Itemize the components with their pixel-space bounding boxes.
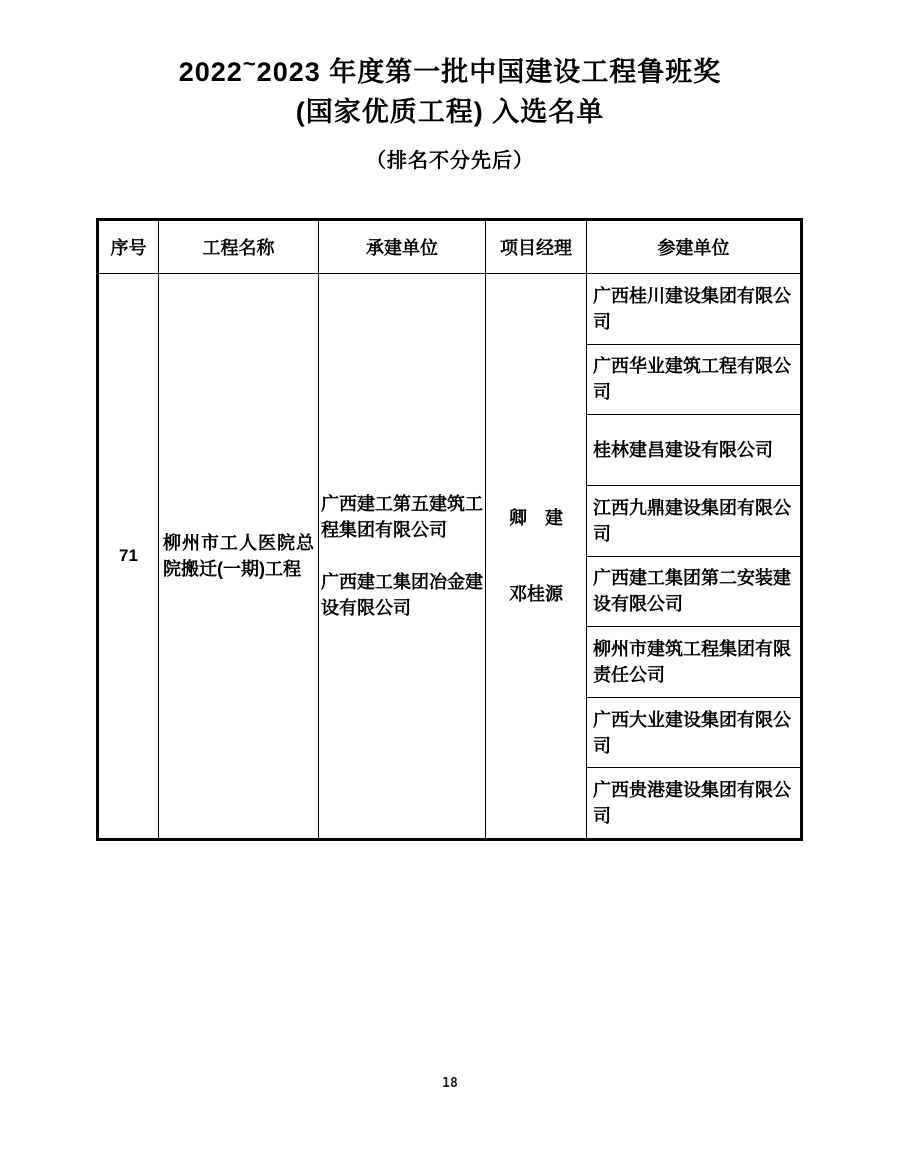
contractor-1: 广西建工第五建筑工程集团有限公司 <box>321 494 483 540</box>
participating-unit-cell <box>587 274 800 345</box>
participating-unit-4: 江西九鼎建设集团有限公司 <box>593 497 791 544</box>
project-name: 柳州市工人医院总院搬迁(一期)工程 <box>163 533 314 579</box>
participating-unit-1: 广西桂川建设集团有限公司 <box>593 285 791 332</box>
header-participating-units: 参建单位 <box>657 238 730 258</box>
header-project-name: 工程名称 <box>159 221 319 273</box>
participating-unit-8: 广西贵港建设集团有限公司 <box>593 780 791 827</box>
participating-unit-3: 桂林建昌建设有限公司 <box>593 440 773 461</box>
table-row <box>99 274 800 838</box>
participating-unit-7: 广西大业建设集团有限公司 <box>593 709 791 756</box>
page-title-line1 <box>0 52 900 92</box>
project-manager-2: 邓桂源 <box>509 584 563 604</box>
project-name-cell <box>159 274 319 838</box>
award-table <box>96 218 803 841</box>
participating-unit-cell <box>587 698 800 769</box>
participating-unit-cell <box>587 345 800 416</box>
participating-unit-cell <box>587 415 800 486</box>
serial-number-cell <box>99 274 159 838</box>
participating-units-column <box>587 274 800 838</box>
participating-unit-2: 广西华业建筑工程有限公司 <box>593 356 791 403</box>
header-serial-number: 序号 <box>99 221 159 273</box>
participating-unit-5: 广西建工集团第二安装建设有限公司 <box>593 568 791 615</box>
contractor-2: 广西建工集团冶金建设有限公司 <box>321 572 483 618</box>
contractor-cell <box>319 274 486 838</box>
project-manager-cell <box>486 274 587 838</box>
project-manager-1: 卿 建 <box>509 508 563 528</box>
title-block <box>0 52 900 173</box>
title-year-end-and-text: 2023 年度第一批中国建设工程鲁班奖 <box>256 57 722 87</box>
participating-unit-6: 柳州市建筑工程集团有限责任公司 <box>593 638 791 685</box>
header-project-manager: 项目经理 <box>486 221 587 273</box>
participating-unit-cell <box>587 768 800 838</box>
title-year-start: 2022 <box>178 57 243 87</box>
page-title-line2: (国家优质工程) 入选名单 <box>295 97 605 127</box>
page-subtitle: （排名不分先后） <box>366 150 534 172</box>
participating-unit-cell <box>587 557 800 628</box>
participating-unit-cell <box>587 627 800 698</box>
table-header-row <box>99 221 800 274</box>
serial-number: 71 <box>119 546 138 565</box>
header-contractor: 承建单位 <box>319 221 486 273</box>
participating-unit-cell <box>587 486 800 557</box>
page-number: 18 <box>442 1076 458 1091</box>
title-tilde: ~ <box>242 51 257 76</box>
